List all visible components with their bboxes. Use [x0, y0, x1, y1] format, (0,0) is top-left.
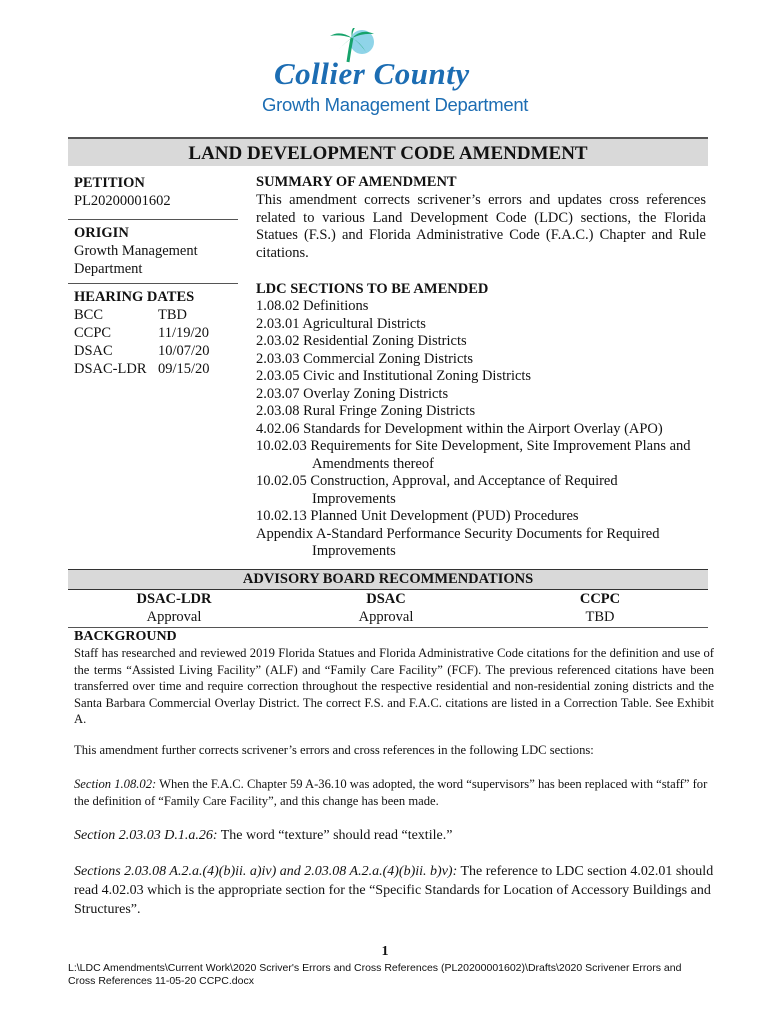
- background-section-2: [74, 826, 714, 845]
- section-ref: Section 2.03.03 D.1.a.26:: [74, 828, 218, 843]
- list-item: Amendments thereof: [312, 455, 435, 472]
- hearing-dates-label: HEARING DATES: [74, 289, 195, 305]
- advisory-board-name: CCPC: [579, 591, 621, 607]
- petition-label: PETITION: [74, 175, 145, 191]
- list-item: 2.03.08 Rural Fringe Zoning Districts: [256, 403, 476, 419]
- section-ref: Section 1.08.02:: [74, 777, 157, 791]
- section-ref: Sections 2.03.08 A.2.a.(4)(b)ii. a)iv) and 2.03.08 A.2.a.(4)(b)ii. b)v):: [74, 864, 458, 879]
- section-text: The word “texture” should read “textile.”: [217, 828, 453, 843]
- ldc-sections-label: LDC SECTIONS TO BE AMENDED: [256, 281, 489, 297]
- page-number: 1: [381, 944, 389, 959]
- advisory-board-result: Approval: [358, 609, 414, 625]
- origin-line2: Department: [74, 261, 143, 277]
- list-item: 10.02.05 Construction, Approval, and Acceptance of Required: [256, 473, 618, 489]
- collier-county-logo: [260, 28, 529, 123]
- list-item: 10.02.03 Requirements for Site Development, Site Improvement Plans and: [256, 438, 691, 454]
- petition-value: PL20200001602: [74, 193, 171, 209]
- list-item: 1.08.02 Definitions: [256, 298, 369, 314]
- hearing-row: DSAC 10/07/20: [74, 343, 210, 359]
- section-text: When the F.A.C. Chapter 59 A-36.10 was adopted, the word “supervisors” has been replaced with “staff” for the definition of “Family Care Facility”, and this change has been made.: [74, 777, 708, 808]
- list-item: 2.03.07 Overlay Zoning Districts: [256, 385, 449, 402]
- ldc-sections-list: [256, 298, 706, 561]
- list-item: 2.03.02 Residential Zoning Districts: [256, 333, 467, 349]
- advisory-board-result: TBD: [585, 609, 615, 625]
- background-para1: Staff has researched and reviewed 2019 Florida Statues and Florida Administrative Code citations for the definition and use of the terms “Assisted Living Facility” (ALF) and “Family Care Facility” (FCF). The previous referenced citations have been transferred over time and require correction throughout the respective residential and non-residential zoning districts and the Santa Barbara Commercial Overlay District. The correct F.S. and F.A.C. citations are listed in a Correction Table. See Exhibit A.: [74, 646, 714, 727]
- page-title: LAND DEVELOPMENT CODE AMENDMENT: [68, 137, 708, 166]
- hearing-row: DSAC-LDR 09/15/20: [74, 361, 210, 377]
- summary-label: SUMMARY OF AMENDMENT: [256, 174, 457, 190]
- background-section-1: [74, 776, 714, 809]
- list-item: Improvements: [312, 490, 396, 507]
- logo-title: Collier County: [274, 56, 470, 91]
- divider: [68, 219, 238, 220]
- list-item: Appendix A-Standard Performance Security Documents for Required: [256, 525, 660, 542]
- advisory-header: ADVISORY BOARD RECOMMENDATIONS: [68, 569, 708, 590]
- advisory-board-name: DSAC-LDR: [136, 591, 212, 607]
- list-item: 10.02.13 Planned Unit Development (PUD) Procedures: [256, 508, 579, 524]
- background-label: BACKGROUND: [74, 629, 177, 644]
- advisory-board-name: DSAC: [366, 591, 406, 607]
- section-text: The reference to LDC section 4.02.01 should read 4.02.03 which is the appropriate section for the “Specific Standards for Location of Accessory Buildings and Structures”.: [74, 864, 714, 917]
- background-section-3: [74, 862, 714, 919]
- hearing-dates-table: [74, 306, 244, 378]
- origin-line1: Growth Management: [74, 243, 198, 259]
- list-item: 2.03.03 Commercial Zoning Districts: [256, 350, 474, 367]
- list-item: 2.03.05 Civic and Institutional Zoning Districts: [256, 368, 532, 384]
- hearing-row: CCPC 11/19/20: [74, 325, 210, 341]
- summary-text: This amendment corrects scrivener’s errors and updates cross references related to various Land Development Code (LDC) sections, the Florida Statues (F.S.) and Florida Administrative Code (F.A.C.) Chapter and Rule citations.: [256, 192, 706, 261]
- background-para2: This amendment further corrects scrivener’s errors and cross references in the following LDC sections:: [74, 743, 594, 757]
- list-item: Improvements: [312, 543, 396, 559]
- list-item: 4.02.06 Standards for Development within the Airport Overlay (APO): [256, 420, 663, 437]
- divider: [68, 283, 238, 284]
- logo-department: Growth Management Department: [262, 94, 529, 115]
- hearing-row: BCC TBD: [74, 307, 187, 323]
- list-item: 2.03.01 Agricultural Districts: [256, 315, 426, 332]
- file-path: L:\LDC Amendments\Current Work\2020 Scriver's Errors and Cross References (PL20200001602)\Drafts\2020 Scrivener Errors and Cross References 11-05-20 CCPC.docx: [68, 962, 682, 987]
- origin-label: ORIGIN: [74, 225, 129, 241]
- advisory-board-result: Approval: [146, 609, 202, 625]
